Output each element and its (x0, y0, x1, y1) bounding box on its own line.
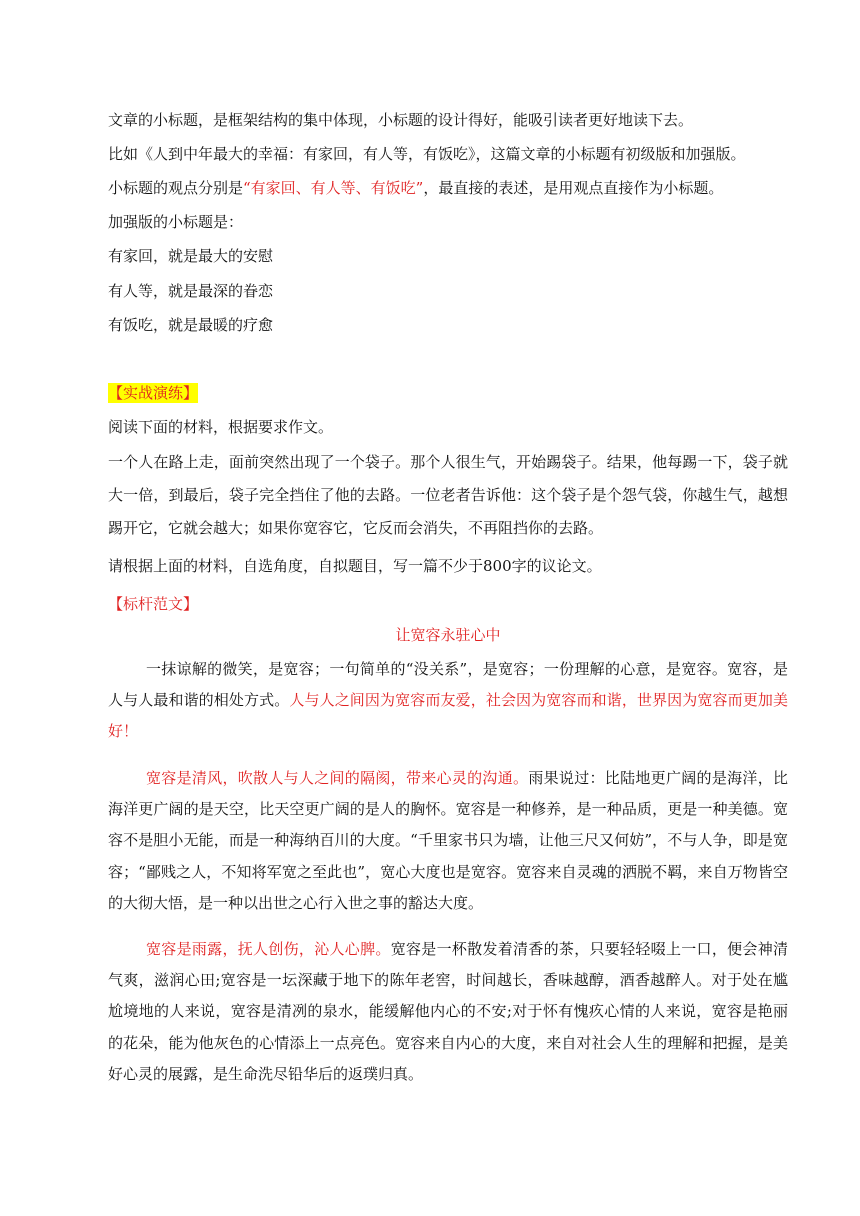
essay-p1-text: 一抹谅解的微笑，是宽容；一句简单的“没关系”，是宽容；一份理解的心意，是宽容。宽容，是人与人最和谐的相处方式。 (108, 660, 788, 709)
practice-paragraph-1: 阅读下面的材料，根据要求作文。 (108, 418, 334, 436)
essay-paragraph-2 (108, 763, 788, 919)
practice-heading-text: 【实战演练】 (108, 384, 199, 402)
intro-p3-suffix: ，最直接的表述，是用观点直接作为小标题。 (423, 179, 724, 197)
intro-p3-highlight: “有家回、有人等、有饭吃” (243, 179, 424, 197)
subtitle-item-1: 有家回，就是最大的安慰 (108, 247, 274, 265)
intro-paragraph-1: 文章的小标题，是框架结构的集中体现，小标题的设计得好，能吸引读者更好地读下去。 (108, 111, 694, 129)
intro-paragraph-2: 比如《人到中年最大的幸福：有家回，有人等，有饭吃》，这篇文章的小标题有初级版和加强版。 (108, 145, 746, 163)
essay-paragraph-1 (108, 654, 788, 747)
subtitle-item-3: 有饭吃，就是最暖的疗愈 (108, 316, 274, 334)
essay-title: 让宽容永驻心中 (395, 626, 501, 644)
essay-p1-highlight: 人与人之间因为宽容而友爱，社会因为宽容而和谐，世界因为宽容而更加美好！ (108, 691, 788, 740)
intro-paragraph-3 (108, 178, 788, 198)
practice-paragraph-3: 请根据上面的材料，自选角度，自拟题目，写一篇不少于800字的议论文。 (108, 557, 602, 575)
essay-p3-highlight: 宽容是雨露，抚人创伤，沁人心脾。 (146, 940, 391, 958)
practice-paragraph-2: 一个人在路上走，面前突然出现了一个袋子。那个人很生气，开始踢袋子。结果，他每踢一下，袋子就大一倍，到最后，袋子完全挡住了他的去路。一位老者告诉他：这个袋子是个怨气袋，你越生气，越想踢开它，它就会越大；如果你宽容它，它反而会消失，不再阻挡你的去路。 (108, 453, 788, 537)
intro-paragraph-4: 加强版的小标题是： (108, 213, 244, 231)
essay-paragraph-3 (108, 934, 788, 1090)
practice-heading (108, 383, 788, 403)
intro-p3-prefix: 小标题的观点分别是 (108, 179, 244, 197)
essay-p2-highlight: 宽容是清风，吹散人与人之间的隔阂，带来心灵的沟通。 (146, 769, 529, 787)
essay-heading: 【标杆范文】 (108, 595, 199, 613)
subtitle-item-2: 有人等，就是最深的眷恋 (108, 282, 274, 300)
essay-p2-text: 雨果说过：比陆地更广阔的是海洋，比海洋更广阔的是天空，比天空更广阔的是人的胸怀。宽容是一种修养，是一种品质，更是一种美德。宽容不是胆小无能，而是一种海纳百川的大度。“千里家书只为墙，让他三尺又何妨”，不与人争，即是宽容；“鄙贱之人，不知将军宽之至此也”，宽心大度也是宽容。宽容来自灵魂的洒脱不羁，来自万物皆空的大彻大悟，是一种以出世之心行入世之事的豁达大度。 (108, 769, 788, 912)
essay-p3-text: 宽容是一杯散发着清香的茶，只要轻轻啜上一口，便会神清气爽，滋润心田;宽容是一坛深藏于地下的陈年老窖，时间越长，香味越醇，酒香越醉人。对于处在尴尬境地的人来说，宽容是清冽的泉水，能缓解他内心的不安;对于怀有愧疚心情的人来说，宽容是艳丽的花朵，能为他灰色的心情添上一点亮色。宽容来自内心的大度，来自对社会人生的理解和把握，是美好心灵的展露，是生命洗尽铅华后的返璞归真。 (108, 940, 788, 1083)
